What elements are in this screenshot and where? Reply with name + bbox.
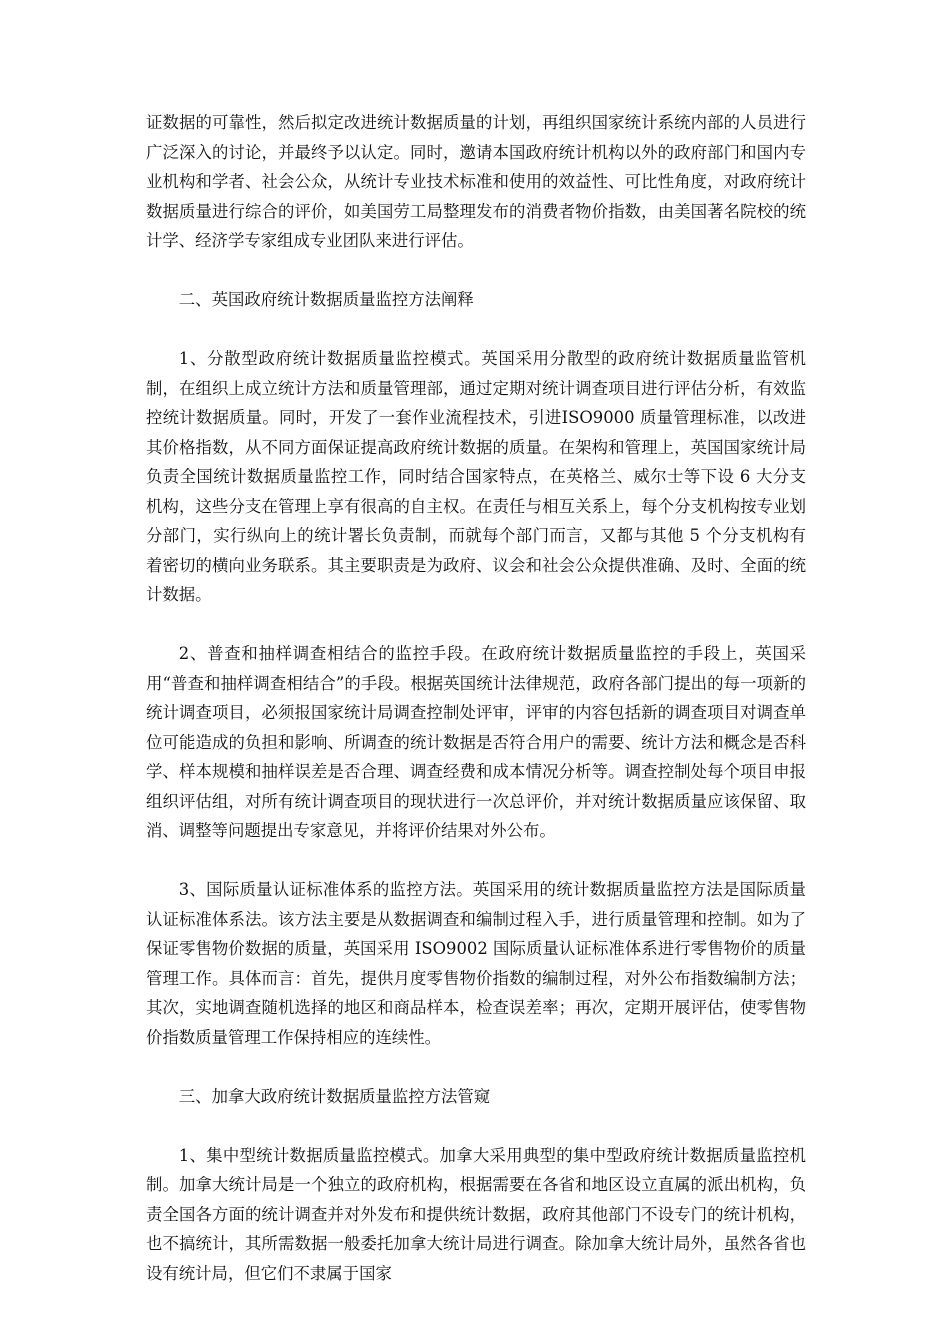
paragraph-canada-centralized-model: 1、集中型统计数据质量监控模式。加拿大采用典型的集中型政府统计数据质量监控机制。加拿大统计局是一个独立的政府机构，根据需要在各省和地区设立直属的派出机构，负责全国各方面的统计调查并对外发布和提供统计数据，政府其他部门不设专门的统计机构，也不搞统计，其所需数据一般委托加拿大统计局进行调查。除加拿大统计局外，虽然各省也设有统计局，但它们不隶属于国家 xyxy=(146,1145,806,1283)
paragraph-uk-census-sampling: 2、普查和抽样调查相结合的监控手段。在政府统计数据质量监控的手段上，英国采用“普查和抽样调查相结合”的手段。根据英国统计法律规范，政府各部门提出的每一项新的统计调查项目，必须报国家统计局调查控制处评审，评审的内容包括新的调查项目对调查单位可能造成的负担和影响、所调查的统计数据是否符合用户的需要、统计方法和概念是否科学、样本规模和抽样误差是否合理、调查经费和成本情况分析等。调查控制处每个项目申报组织评估组，对所有统计调查项目的现状进行一次总评价，并对统计数据质量应该保留、取消、调整等问题提出专家意见，并将评价结果对外公布。 xyxy=(146,644,806,840)
section-heading-canada: 三、加拿大政府统计数据质量监控方法管窥 xyxy=(178,1086,491,1106)
paragraph-uk-decentralized-model: 1、分散型政府统计数据质量监控模式。英国采用分散型的政府统计数据质量监管机制，在组织上成立统计方法和质量管理部，通过定期对统计调查项目进行评估分析，有效监控统计数据质量。同时，开发了一套作业流程技术，引进ISO9000 质量管理标准，以改进其价格指数，从不同方面保证提高政府统计数据的质量。在架构和管理上，英国国家统计局负责全国统计数据质量监控工作，同时结合国家特点，在英格兰、威尔士等下设 6 大分支机构，这些分支在管理上享有很高的自主权。在责任与相互关系上，每个分支机构按专业划分部门，实行纵向上的统计署长负责制，而就每个部门而言，又都与其他 5 个分支机构有着密切的横向业务联系。其主要职责是为政府、议会和社会公众提供准确、及时、全面的统计数据。 xyxy=(146,349,806,604)
document-page xyxy=(146,108,806,1288)
section-heading-uk: 二、英国政府统计数据质量监控方法阐释 xyxy=(178,290,474,309)
paragraph-us-evaluation: 证数据的可靠性，然后拟定改进统计数据质量的计划，再组织国家统计系统内部的人员进行广泛深入的讨论，并最终予以认定。同时，邀请本国政府统计机构以外的政府部门和国内专业机构和学者、社会公众，从统计专业技术标准和使用的效益性、可比性角度，对政府统计数据质量进行综合的评价，如美国劳工局整理发布的消费者物价指数，由美国著名院校的统计学、经济学专家组成专业团队来进行评估。 xyxy=(146,113,806,250)
paragraph-uk-iso-certification: 3、国际质量认证标准体系的监控方法。英国采用的统计数据质量监控方法是国际质量认证标准体系法。该方法主要是从数据调查和编制过程入手，进行质量管理和控制。如为了保证零售物价数据的质量，英国采用 ISO9002 国际质量认证标准体系进行零售物价的质量管理工作。具体而言：首先，提供月度零售物价指数的编制过程，对外公布指数编制方法；其次，实地调查随机选择的地区和商品样本，检查误差率；再次，定期开展评估，使零售物价指数质量管理工作保持相应的连续性。 xyxy=(146,880,806,1047)
